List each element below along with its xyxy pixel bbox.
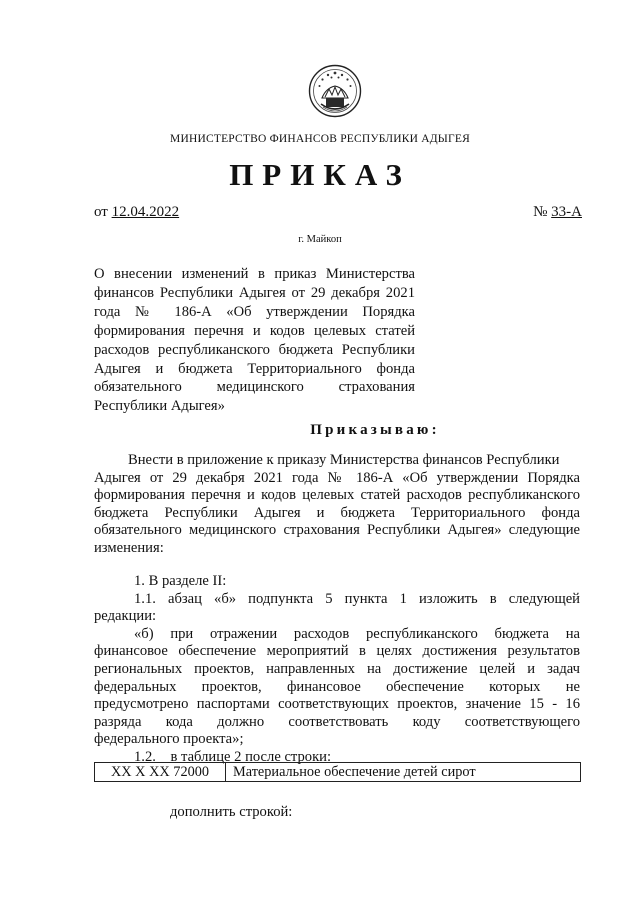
quote-line: разряда кода должно соответствовать коду соответствующего [94,713,580,730]
subject-line: Адыгея и бюджета Территориального фонда [94,360,415,377]
item-1-2-line: 1.2. в таблице 2 после строки: [134,748,332,765]
document-title: ПРИКАЗ [229,157,411,192]
subject-line: расходов республиканского бюджета Республики [94,341,415,358]
date-prefix: от [94,204,108,220]
date-value: 12.04.2022 [111,204,180,220]
number-prefix: № [533,204,548,220]
budget-table-row [94,762,581,782]
order-date [94,204,179,221]
subject-line: финансов Республики Адыгея от 29 декабря 2021 [94,284,415,301]
item-1-1-line: редакции: [94,608,157,625]
order-number [533,204,582,221]
number-value: 33-А [551,204,582,220]
intro-line: бюджета Республики Адыгея и бюджета Территориального фонда [94,504,580,521]
subject-line: О внесении изменений в приказ Министерства [94,266,415,282]
quote-line: федерального проекта»; [94,731,244,748]
quote-line: финансовое обеспечение мероприятий в целях достижения результатов [94,643,580,660]
intro-line: Адыгея от 29 декабря 2021 года № 186-А «Об утверждении Порядка [94,469,580,486]
quote-line: федеральных проектов, финансовое обеспечение которых не [94,678,580,695]
coat-of-arms-icon [308,64,362,118]
table-cell-name: Материальное обеспечение детей сирот [233,764,476,780]
quote-line: региональных проектов, направленных на достижение целей и задач [94,660,580,677]
order-subject [94,265,415,416]
intro-line: обязательного медицинского страхования Республики Адыгея» следующие [94,522,580,539]
city: г. Майкоп [298,234,342,245]
intro-line: изменения: [94,539,164,556]
subject-line: формирования перечня и кодов целевых статей [94,322,415,339]
ministry-name: МИНИСТЕРСТВО ФИНАНСОВ РЕСПУБЛИКИ АДЫГЕЯ [170,133,470,145]
item-1-heading: 1. В разделе II: [134,573,227,589]
ordering-heading: Приказываю: [310,422,440,438]
subject-line: года № 186-А «Об утверждении Порядка [94,303,415,320]
intro-line: формирования перечня и кодов целевых статей расходов республиканского [94,487,580,504]
quote-line: предусмотрено паспортами соответствующих проектов, значение 15 - 16 [94,696,580,713]
item-1-1-line: 1.1. абзац «б» подпункта 5 пункта 1 изложить в следующей [134,590,580,607]
after-table-text: дополнить строкой: [170,804,293,820]
item-1 [94,573,580,767]
quote-line: «б) при отражении расходов республиканского бюджета на [134,625,580,642]
subject-line: Республики Адыгея» [94,398,225,415]
intro-paragraph [94,452,580,558]
subject-line: обязательного медицинского страхования [94,379,415,396]
intro-line: Внести в приложение к приказу Министерства финансов Республики [128,452,560,468]
table-cell-code: ХХ Х ХХ 72000 [95,763,226,781]
